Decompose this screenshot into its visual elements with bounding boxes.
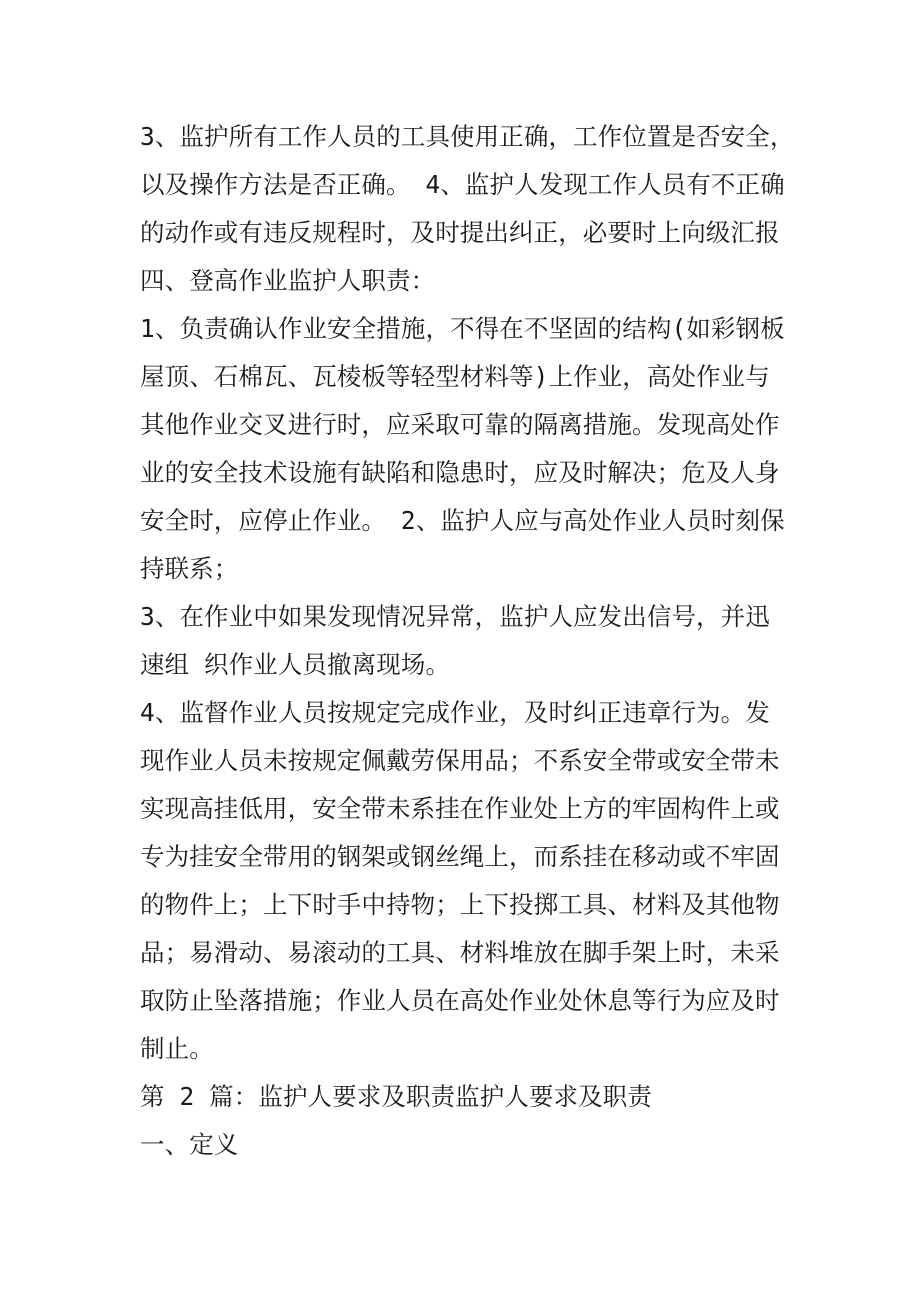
text-line: 4、监督作业人员按规定完成作业，及时纠正违章行为。发	[140, 698, 770, 727]
text-line: 制止。	[140, 1034, 214, 1063]
text-line: 的动作或有违反规程时，及时提出纠正，必要时上向级汇报	[140, 218, 780, 247]
text-line: 专为挂安全带用的钢架或钢丝绳上，而系挂在移动或不牢固	[140, 842, 780, 871]
text-line: 现作业人员未按规定佩戴劳保用品；不系安全带或安全带未	[140, 746, 780, 775]
text-line: 3、监护所有工作人员的工具使用正确，工作位置是否安全，	[140, 122, 795, 151]
text-line: 其他作业交叉进行时，应采取可靠的隔离措施。发现高处作	[140, 410, 780, 439]
text-line: 3、在作业中如果发现情况异常，监护人应发出信号，并迅	[140, 602, 770, 631]
text-line: 安全时，应停止作业。 2、监护人应与高处作业人员时刻保	[140, 506, 785, 535]
text-line: 实现高挂低用，安全带未系挂在作业处上方的牢固构件上或	[140, 794, 780, 823]
text-line: 品；易滑动、易滚动的工具、材料堆放在脚手架上时，未采	[140, 938, 780, 967]
text-line: 的物件上；上下时手中持物；上下投掷工具、材料及其他物	[140, 890, 780, 919]
chapter-title: 第 2 篇：监护人要求及职责监护人要求及职责	[140, 1082, 652, 1111]
text-line: 业的安全技术设施有缺陷和隐患时，应及时解决；危及人身	[140, 458, 780, 487]
text-line: 持联系；	[140, 554, 239, 583]
text-line: 速组 织作业人员撤离现场。	[140, 650, 451, 679]
section-heading: 四、登高作业监护人职责：	[140, 266, 436, 295]
text-line: 屋顶、石棉瓦、瓦棱板等轻型材料等)上作业，高处作业与	[140, 362, 770, 391]
text-line: 取防止坠落措施；作业人员在高处作业处休息等行为应及时	[140, 986, 780, 1015]
section-heading: 一、定义	[140, 1130, 239, 1159]
text-line: 1、负责确认作业安全措施，不得在不坚固的结构(如彩钢板	[140, 314, 785, 343]
text-line: 以及操作方法是否正确。 4、监护人发现工作人员有不正确	[140, 170, 785, 199]
document-body	[140, 113, 810, 1169]
